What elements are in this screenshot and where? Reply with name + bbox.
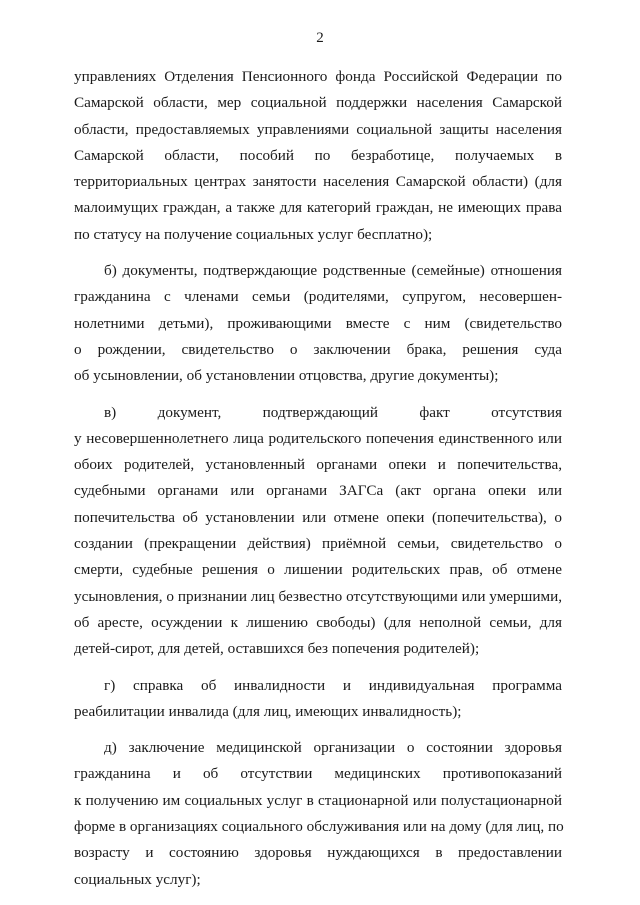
text-line: по статусу на получение социальных услуг бесплатно);	[74, 225, 433, 243]
text-line: территориальных центрах занятости населения Самарской области) (для	[74, 173, 562, 191]
text-line: нолетними детьми), проживающими вместе с ним (свидетельство	[74, 314, 562, 332]
paragraph-continuation	[74, 64, 562, 248]
text-line: к получению им социальных услуг в стационарной или полустационарной	[74, 791, 562, 809]
text-line: попечительства об установлении или отмене опеки (попечительства), о	[74, 508, 562, 526]
text-line: в) документ, подтверждающий факт отсутствия	[104, 403, 562, 421]
page-number: 2	[316, 30, 324, 46]
text-line: малоимущих граждан, а также для категорий граждан, не имеющих права	[74, 199, 562, 217]
text-line: д) заключение медицинской организации о состоянии здоровья	[104, 739, 562, 757]
text-line: об аресте, осуждении к лишению свободы) (для неполной семьи, для	[74, 613, 562, 631]
text-line: области, предоставляемых управлениями социальной защиты населения	[74, 120, 562, 138]
text-line: Самарской области, пособий по безработице, получаемых в	[74, 146, 562, 164]
text-line: усыновления, о признании лиц безвестно отсутствующими или умершими,	[74, 587, 562, 605]
text-line: судебными органами или органами ЗАГСа (акт органа опеки или	[74, 482, 562, 500]
text-line: возрасту и состоянию здоровья нуждающихся в предоставлении	[74, 844, 562, 862]
text-line: гражданина с членами семьи (родителями, супругом, несовершен-	[74, 288, 562, 306]
paragraph-item-b	[74, 258, 562, 389]
text-line: детей-сирот, для детей, оставшихся без попечения родителей);	[74, 640, 480, 658]
text-line: форме в организациях социального обслуживания или на дому (для лиц, по	[74, 818, 564, 836]
text-line: о рождении, свидетельство о заключении брака, решения суда	[74, 340, 562, 358]
text-line: смерти, судебные решения о лишении родительских прав, об отмене	[74, 561, 562, 579]
text-line: социальных услуг);	[74, 870, 201, 888]
document-body	[74, 64, 562, 903]
text-line: обоих родителей, установленный органами опеки и попечительства,	[74, 456, 562, 474]
paragraph-item-v	[74, 400, 562, 663]
text-line: управлениях Отделения Пенсионного фонда Российской Федерации по	[74, 68, 562, 85]
paragraph-item-g	[74, 673, 562, 726]
text-line: гражданина и об отсутствии медицинских противопоказаний	[74, 765, 562, 783]
text-line: Самарской области, мер социальной поддержки населения Самарской	[74, 94, 562, 112]
text-line: реабилитации инвалида (для лиц, имеющих инвалидность);	[74, 702, 462, 720]
text-line: б) документы, подтверждающие родственные (семейные) отношения	[104, 262, 562, 280]
text-line: у несовершеннолетнего лица родительского попечения единственного или	[74, 429, 562, 447]
paragraph-item-d	[74, 735, 562, 893]
text-line: об усыновлении, об установлении отцовства, другие документы);	[74, 367, 499, 385]
text-line: г) справка об инвалидности и индивидуальная программа	[104, 676, 562, 694]
text-line: создании (прекращении действия) приёмной семьи, свидетельство о	[74, 535, 562, 553]
